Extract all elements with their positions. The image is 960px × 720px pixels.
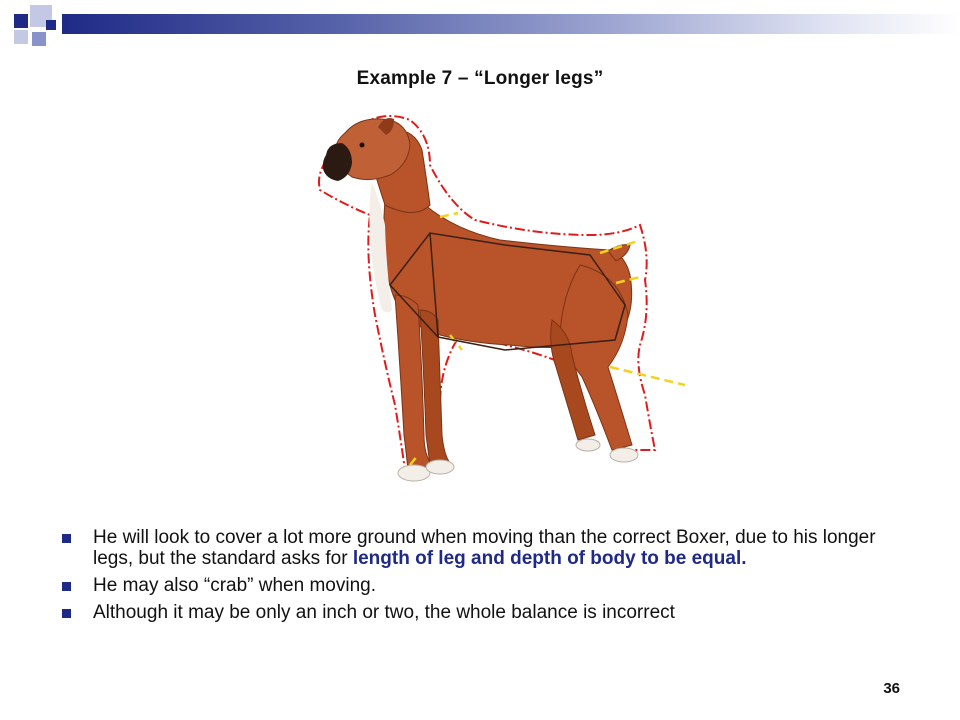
bullet-text: Although it may be only an inch or two, the whole balance is incorrect	[93, 602, 675, 623]
dog-eye	[360, 143, 365, 148]
dog-muzzle	[323, 143, 352, 181]
dog-hind-paw-back	[576, 439, 600, 451]
bullet-item	[62, 527, 912, 569]
page-number: 36	[883, 680, 900, 697]
bullet-list	[62, 527, 912, 629]
header-square-small	[46, 20, 56, 30]
slide-title: Example 7 – “Longer legs”	[356, 68, 604, 89]
dog-front-paw-back	[426, 460, 454, 474]
bullet-text: He may also “crab” when moving.	[93, 575, 376, 596]
header-band	[62, 14, 960, 34]
bullet-emphasis: length of leg and depth of body to be equal.	[352, 548, 747, 569]
header-square-dark	[14, 14, 28, 28]
header-square-mid	[32, 32, 46, 46]
bullet-square-icon	[62, 609, 71, 618]
dog-hind-paw	[610, 448, 638, 462]
bullet-square-icon	[62, 582, 71, 591]
dog-front-paw	[398, 465, 430, 481]
boxer-dog-illustration	[290, 105, 730, 520]
bullet-square-icon	[62, 534, 71, 543]
header-square-light-2	[14, 30, 28, 44]
bullet-item	[62, 575, 912, 596]
bullet-text: He will look to cover a lot more ground when moving than the correct Boxer, due to his longer legs, but the standard asks for	[93, 527, 876, 569]
bullet-item	[62, 602, 912, 623]
